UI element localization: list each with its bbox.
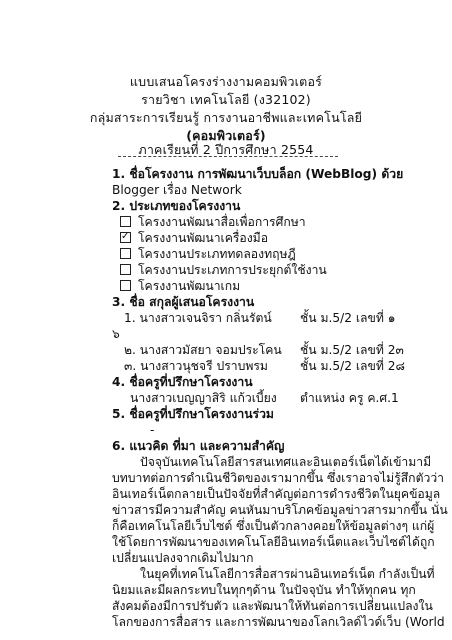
paragraph-line: ข่าวสารมีความสำคัญ คนหันมาบริโภคข้อมูลข่าวสารมากขึ้น นั่น xyxy=(112,503,448,517)
section1-label: 1. ชื่อโครงงาน การพัฒนาเว็บบล็อก (WebBlog) ด้วย xyxy=(112,167,404,181)
paragraph-line: ในยุคที่เทคโนโลยีการสื่อสารผ่านอินเทอร์เน็ต กำลังเป็นที่ xyxy=(140,567,435,581)
advisor-name: นางสาวเบญญาสิริ แก้วเบี้ยง xyxy=(130,391,277,405)
paragraph-line: ก็คือเทคโนโลยีเว็บไซต์ ซึ่งเป็นตัวกลางคอยให้ข้อมูลต่างๆ แก่ผู้ xyxy=(112,519,435,533)
member-3-name: ๓. นางสาวนุชจรี ปราบพรม xyxy=(124,359,268,373)
member-1-grade: ชั้น ม.5/2 เลขที่ ๑ xyxy=(300,311,396,325)
divider xyxy=(118,156,338,157)
member-2-name: ๒. นางสาวมัสยา จอมประโคน xyxy=(124,343,282,357)
checkbox-icon[interactable] xyxy=(120,264,131,275)
category-line: (คอมพิวเตอร์) xyxy=(186,128,266,143)
learning-group-line: กลุ่มสาระการเรียนรู้ การงานอาชีพและเทคโนโลยี xyxy=(89,110,363,125)
paragraph-line: สังคมต้องมีการปรับตัว และพัฒนาให้ทันต่อการเปลี่ยนแปลงใน xyxy=(112,599,433,613)
form-title: แบบเสนอโครงร่างงามคอมพิวเตอร์ xyxy=(129,74,323,89)
section5-title: 5. ชื่อครูที่ปรึกษาโครงงานร่วม xyxy=(112,407,274,421)
section1-cont: Blogger เรื่อง Network xyxy=(112,183,242,197)
member-3-grade: ชั้น ม.5/2 เลขที่ 2๘ xyxy=(300,359,405,373)
section2-title: 2. ประเภทของโครงงาน xyxy=(112,199,241,213)
checkbox-icon[interactable] xyxy=(120,248,131,259)
project-type-option-3[interactable]: โครงงานประเภททดลองทฤษฎี xyxy=(120,246,296,262)
checkbox-icon[interactable] xyxy=(120,280,131,291)
paragraph-line: โลกของการสื่อสาร และการพัฒนาของโลกเวิลด์ไวด์เว็บ (World xyxy=(112,615,445,629)
project-type-option-1[interactable]: โครงงานพัฒนาสื่อเพื่อการศึกษา xyxy=(120,214,306,230)
semester-line: ภาคเรียนที่ 2 ปีการศึกษา 2554 xyxy=(138,142,314,157)
member-2-grade: ชั้น ม.5/2 เลขที่ 2๓ xyxy=(300,343,404,357)
section1-title xyxy=(112,166,403,182)
advisor-position: ตำแหน่ง ครู ค.ศ.1 xyxy=(300,391,399,405)
paragraph-line: เปลี่ยนแปลงจากเดิมไปมาก xyxy=(112,551,254,565)
subject-line: รายวิชา เทคโนโลยี (ง32102) xyxy=(141,92,311,107)
section4-title: 4. ชื่อครูที่ปรึกษาโครงงาน xyxy=(112,375,253,389)
paragraph-line: ปัจจุบันเทคโนโลยีสารสนเทศและอินเตอร์เน็ตได้เข้ามามี xyxy=(140,455,432,469)
paragraph-line: อินเทอร์เน็ตกลายเป็นปัจจัยที่สำคัญต่อการดำรงชีวิตในยุคข้อมูล xyxy=(112,487,441,501)
member-1-wrap: ๖ xyxy=(112,327,120,341)
member-1-name: 1. นางสาวเจนจิรา กลิ่นรัตน์ xyxy=(124,311,272,325)
project-type-option-2[interactable]: ✓โครงงานพัฒนาเครื่องมือ xyxy=(120,230,268,246)
paragraph-line: นิยมและมีผลกระทบในทุกๆด้าน ในปัจจุบัน ทำให้ทุกคน ทุก xyxy=(112,583,416,597)
section6-title: 6. แนวคิด ที่มา และความสำคัญ xyxy=(112,439,285,453)
section3-title: 3. ชื่อ สกุลผู้เสนอโครงงาน xyxy=(112,295,255,309)
project-type-option-5[interactable]: โครงงานพัฒนาเกม xyxy=(120,278,240,294)
co-advisor-value: - xyxy=(150,423,155,437)
paragraph-line: บทบาทต่อการดำเนินชีวิตของเรามากขึ้น ซึ่งเราอาจไม่รู้สึกตัวว่า xyxy=(112,471,445,485)
checked-checkbox-icon[interactable] xyxy=(120,232,131,243)
project-type-option-4[interactable]: โครงงานประเภทการประยุกต์ใช้งาน xyxy=(120,262,327,278)
checkbox-icon[interactable] xyxy=(120,216,131,227)
paragraph-line: ใช้โดยการพัฒนาของเทคโนโลยีอินเทอร์เน็ตและเว็บไซต์ได้ถูก xyxy=(112,535,435,549)
